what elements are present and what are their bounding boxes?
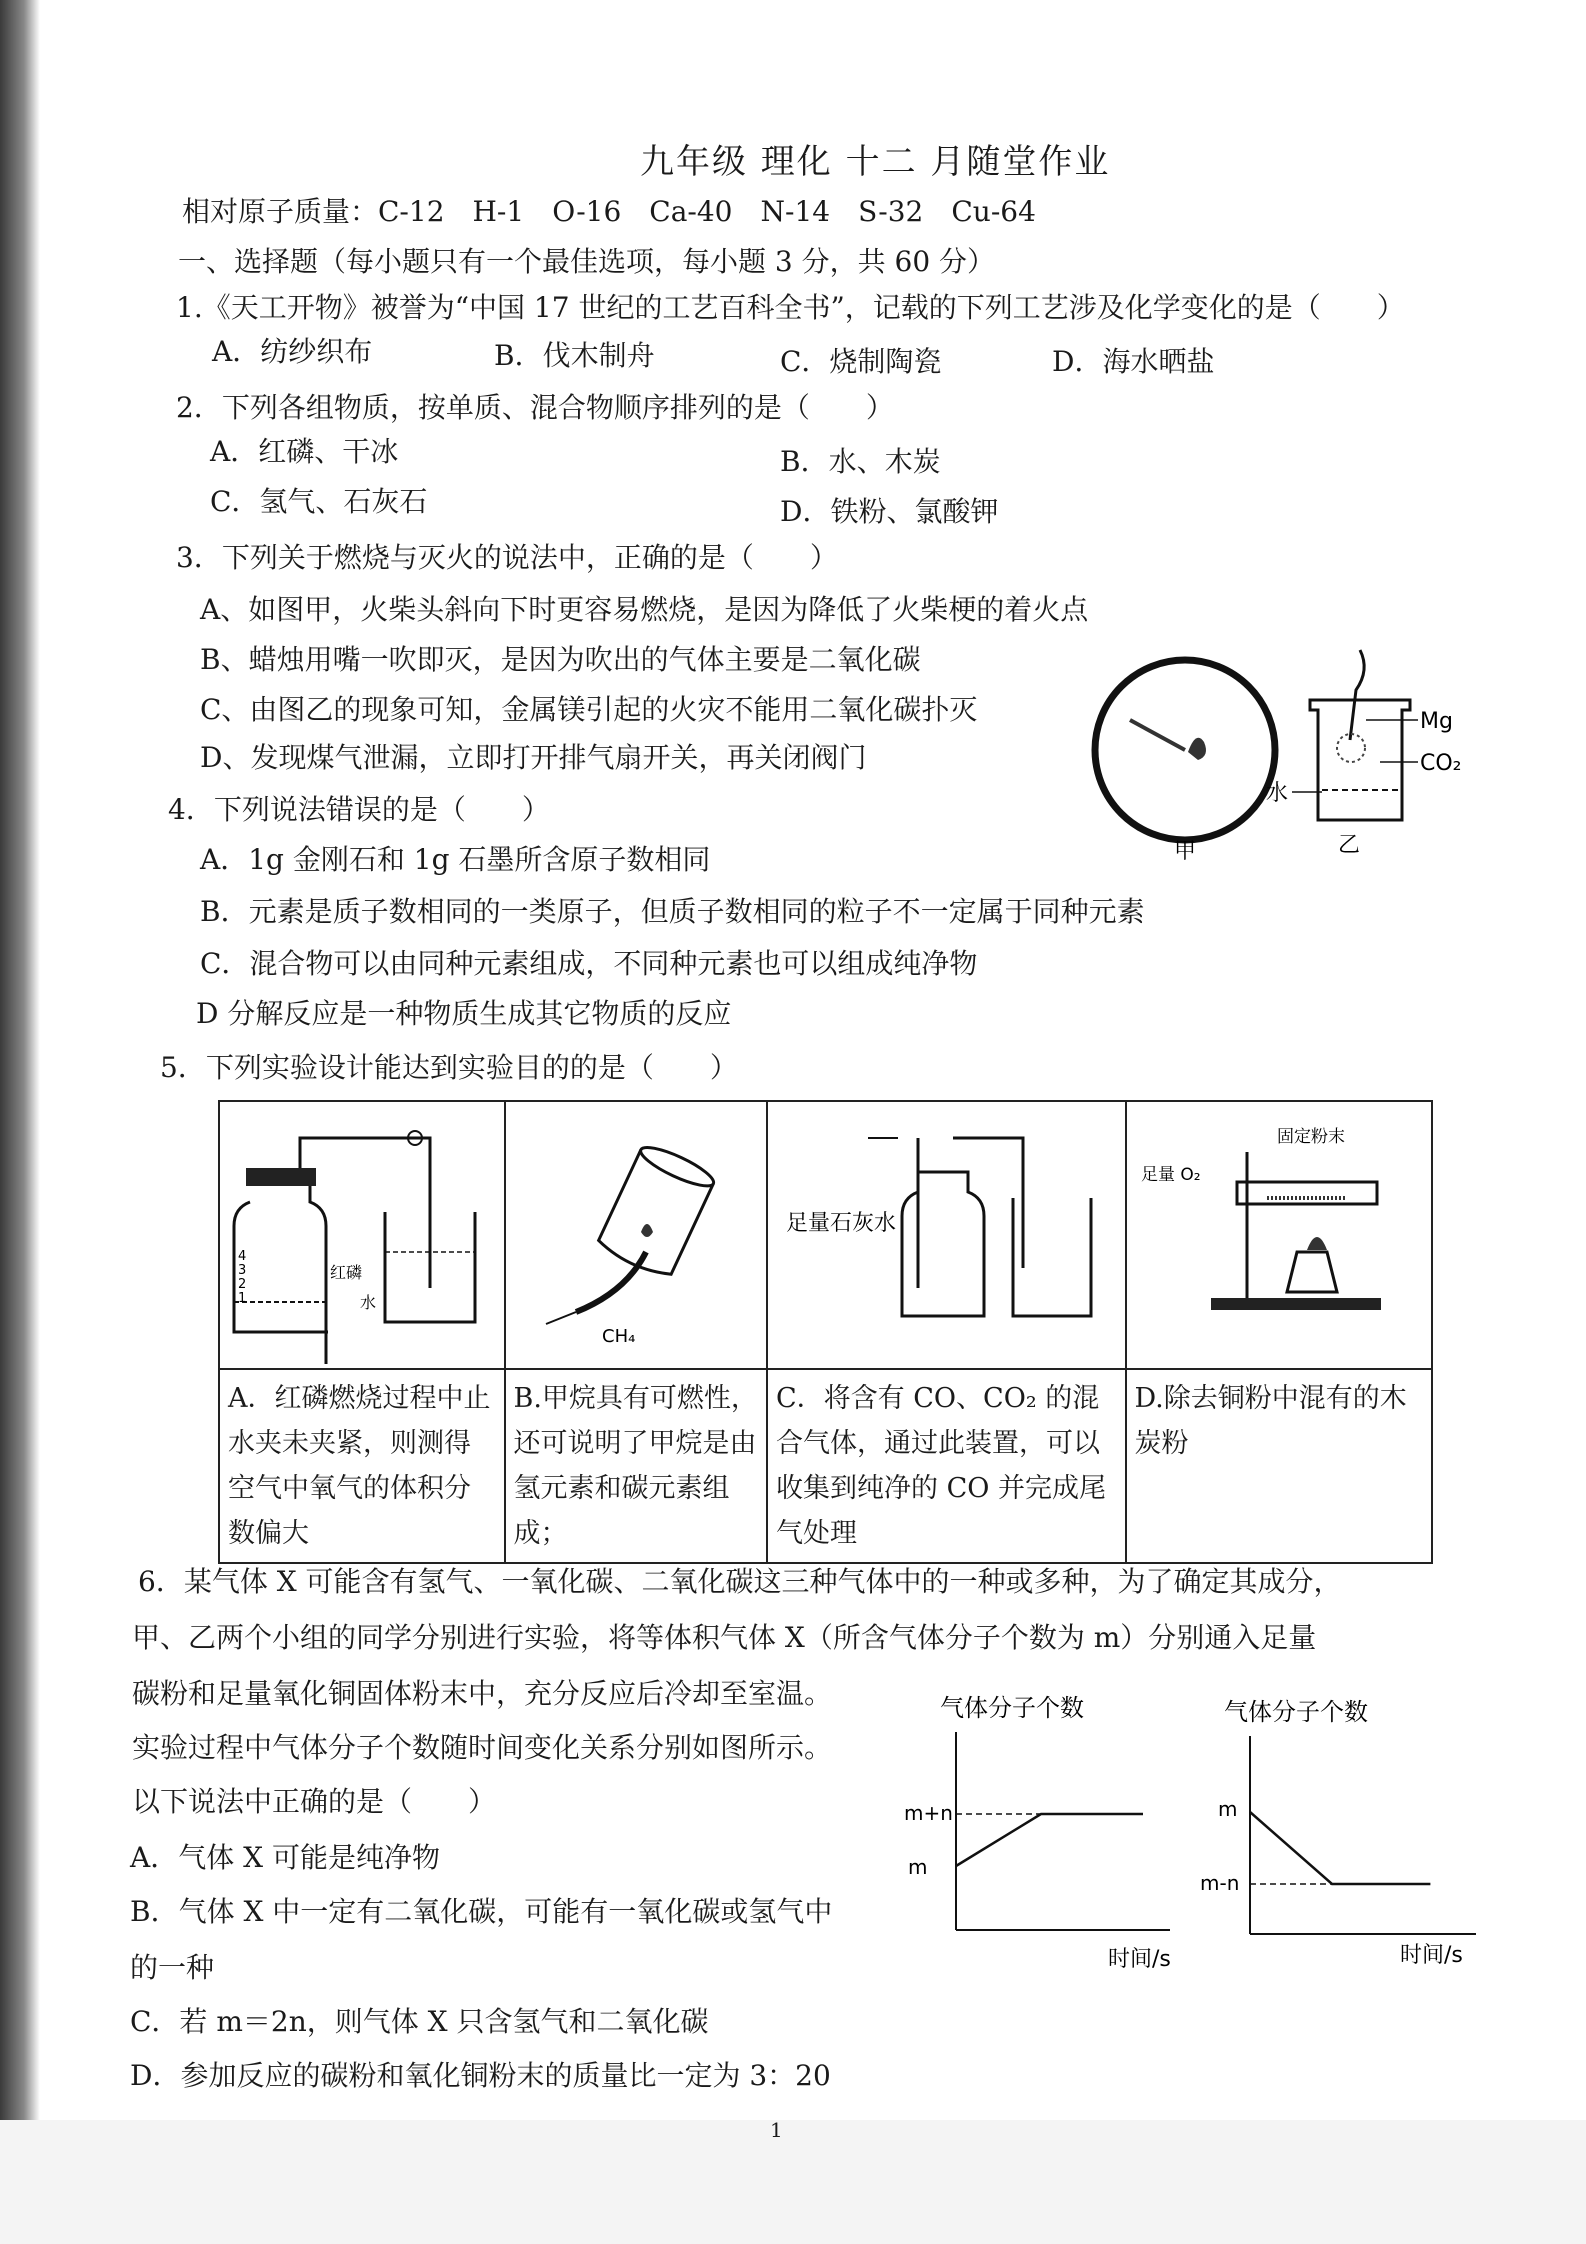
q4-option-b: B．元素是质子数相同的一类原子，但质子数相同的粒子不一定属于同种元素 <box>200 895 1145 928</box>
q6-line-3: 碳粉和足量氧化铜固体粉末中，充分反应后冷却至室温。 <box>132 1677 833 1710</box>
q1-option-c: C．烧制陶瓷 <box>780 345 942 378</box>
tubes-c <box>918 1138 1023 1288</box>
q4-stem: 4．下列说法错误的是（ ） <box>168 793 550 826</box>
q6-line-1: 6．某气体 X 可能含有氢气、一氧化碳、二氧化碳这三种气体中的一种或多种，为了确定其成分， <box>138 1565 1342 1598</box>
q5-option-b: B.甲烷具有可燃性，还可说明了甲烷是由氢元素和碳元素组成； <box>505 1369 768 1563</box>
q5-option-c: C．将含有 CO、CO₂ 的混合气体，通过此装置，可以收集到纯净的 CO 并完成尾气处理 <box>767 1369 1126 1563</box>
mark-4: 4 <box>238 1249 247 1264</box>
label-water: 水 <box>1266 781 1289 806</box>
q2-stem: 2．下列各组物质，按单质、混合物顺序排列的是（ ） <box>176 391 894 424</box>
page-title: 九年级 理化 十二 月随堂作业 <box>640 142 1111 182</box>
stand-base <box>1211 1298 1381 1310</box>
q5-fig-a <box>219 1101 505 1369</box>
q3-option-a: A、如图甲，火柴头斜向下时更容易燃烧，是因为降低了火柴梗的着火点 <box>200 593 1089 626</box>
chart1-series-line <box>956 1814 1143 1866</box>
chart1-tick-mn: m+n <box>904 1801 953 1825</box>
q6-line-4: 实验过程中气体分子个数随时间变化关系分别如图所示。 <box>132 1731 833 1764</box>
alcohol-lamp <box>1287 1252 1337 1292</box>
q6-option-a: A．气体 X 可能是纯净物 <box>130 1841 440 1874</box>
q5-fig-b <box>505 1101 768 1369</box>
label-fixed-powder: 固定粉末 <box>1276 1127 1345 1147</box>
q5-option-d: D.除去铜粉中混有的木炭粉 <box>1126 1369 1433 1563</box>
mark-3: 3 <box>238 1263 247 1278</box>
q5-option-a: A．红磷燃烧过程中止水夹未夹紧，则测得空气中氧气的体积分数偏大 <box>219 1369 505 1563</box>
stopper-a <box>246 1168 316 1186</box>
chart1-ylabel: 气体分子个数 <box>940 1694 1084 1722</box>
q1-option-b: B．伐木制舟 <box>494 339 655 372</box>
reaction-tube <box>1237 1182 1377 1204</box>
chart2-series-line <box>1250 1812 1430 1884</box>
beaker-c <box>1013 1198 1091 1316</box>
section-heading: 一、选择题（每小题只有一个最佳选项，每小题 3 分，共 60 分） <box>178 245 996 278</box>
chart2-tick-m: m <box>1218 1797 1238 1821</box>
tube-a <box>300 1138 430 1288</box>
chart2-tick-mn: m-n <box>1200 1871 1240 1895</box>
q3-option-d: D、发现煤气泄漏，立即打开排气扇开关，再关闭阀门 <box>200 741 867 774</box>
label-red-p: 红磷 <box>330 1263 363 1282</box>
q1-option-a: A．纺纱织布 <box>212 335 373 368</box>
q6-option-c: C．若 m＝2n，则气体 X 只含氢气和二氧化碳 <box>130 2005 709 2038</box>
chart2-xlabel: 时间/s <box>1400 1943 1463 1968</box>
q3-option-b: B、蜡烛用嘴一吹即灭，是因为吹出的气体主要是二氧化碳 <box>200 643 921 676</box>
mark-2: 2 <box>238 1277 247 1292</box>
chart1-tick-m: m <box>908 1855 928 1879</box>
beaker-rim <box>636 1141 717 1193</box>
atomic-mass-line: 相对原子质量：C-12 H-1 O-16 Ca-40 N-14 S-32 Cu-64 <box>182 195 1036 228</box>
q5-table <box>218 1100 1433 1564</box>
q1-option-d: D．海水晒盐 <box>1052 345 1215 378</box>
q4-option-a: A．1g 金刚石和 1g 石墨所含原子数相同 <box>200 843 711 876</box>
scan-bottom <box>0 2120 1586 2244</box>
label-o2: 足量 O₂ <box>1140 1165 1201 1185</box>
q1-stem: 1.《天工开物》被誉为“中国 17 世纪的工艺百科全书”，记载的下列工艺涉及化学变化的是（ ） <box>176 291 1405 324</box>
q2-option-c: C．氢气、石灰石 <box>210 485 428 518</box>
label-co2: CO₂ <box>1420 751 1462 776</box>
q3-stem: 3．下列关于燃烧与灭火的说法中，正确的是（ ） <box>176 541 838 574</box>
q4-option-d: D 分解反应是一种物质生成其它物质的反应 <box>196 997 732 1030</box>
flame-d-icon <box>1307 1237 1327 1250</box>
gas-tube-b <box>576 1252 646 1312</box>
label-water-a: 水 <box>360 1293 377 1312</box>
label-ch4: CH₄ <box>601 1326 635 1347</box>
q6-option-b-line2: 的一种 <box>130 1951 215 1984</box>
label-yi: 乙 <box>1338 833 1361 858</box>
chart1-xlabel: 时间/s <box>1108 1947 1171 1972</box>
q5-stem: 5．下列实验设计能达到实验目的的是（ ） <box>160 1051 738 1084</box>
label-limewater: 足量石灰水 <box>786 1211 897 1236</box>
q4-option-c: C．混合物可以由同种元素组成，不同种元素也可以组成纯净物 <box>200 947 978 980</box>
label-mg: Mg <box>1420 709 1453 734</box>
inverted-beaker <box>595 1150 713 1281</box>
q6-chart-jia <box>900 1690 1180 1980</box>
page-number: 1 <box>770 2118 783 2142</box>
q3-figures <box>1070 640 1490 870</box>
label-jia: 甲 <box>1174 839 1197 864</box>
wash-bottle <box>902 1172 984 1316</box>
q2-option-d: D．铁粉、氯酸钾 <box>780 495 999 528</box>
q3-option-c: C、由图乙的现象可知，金属镁引起的火灾不能用二氧化碳扑灭 <box>200 693 978 726</box>
q6-option-d: D．参加反应的碳粉和氧化铜粉末的质量比一定为 3：20 <box>130 2059 831 2092</box>
flask-a <box>234 1182 328 1364</box>
chart2-ylabel: 气体分子个数 <box>1224 1698 1368 1726</box>
flame-icon <box>1188 738 1206 760</box>
q6-option-b-line1: B．气体 X 中一定有二氧化碳，可能有一氧化碳或氢气中 <box>130 1895 833 1928</box>
mark-1: 1 <box>238 1291 247 1306</box>
flame-b-icon <box>641 1224 653 1237</box>
q5-fig-c <box>767 1101 1126 1369</box>
match-stick <box>1130 720 1185 750</box>
q2-option-a: A．红磷、干冰 <box>210 435 399 468</box>
q2-option-b: B．水、木炭 <box>780 445 941 478</box>
arrow-b-icon <box>546 1312 576 1324</box>
q5-fig-d <box>1126 1101 1433 1369</box>
q6-line-5: 以下说法中正确的是（ ） <box>132 1785 497 1818</box>
q6-line-2: 甲、乙两个小组的同学分别进行实验，将等体积气体 X（所含气体分子个数为 m）分别通入足量 <box>132 1621 1317 1654</box>
tongs <box>1350 650 1364 740</box>
scan-edge <box>0 0 40 2244</box>
q6-chart-yi <box>1196 1694 1486 1984</box>
